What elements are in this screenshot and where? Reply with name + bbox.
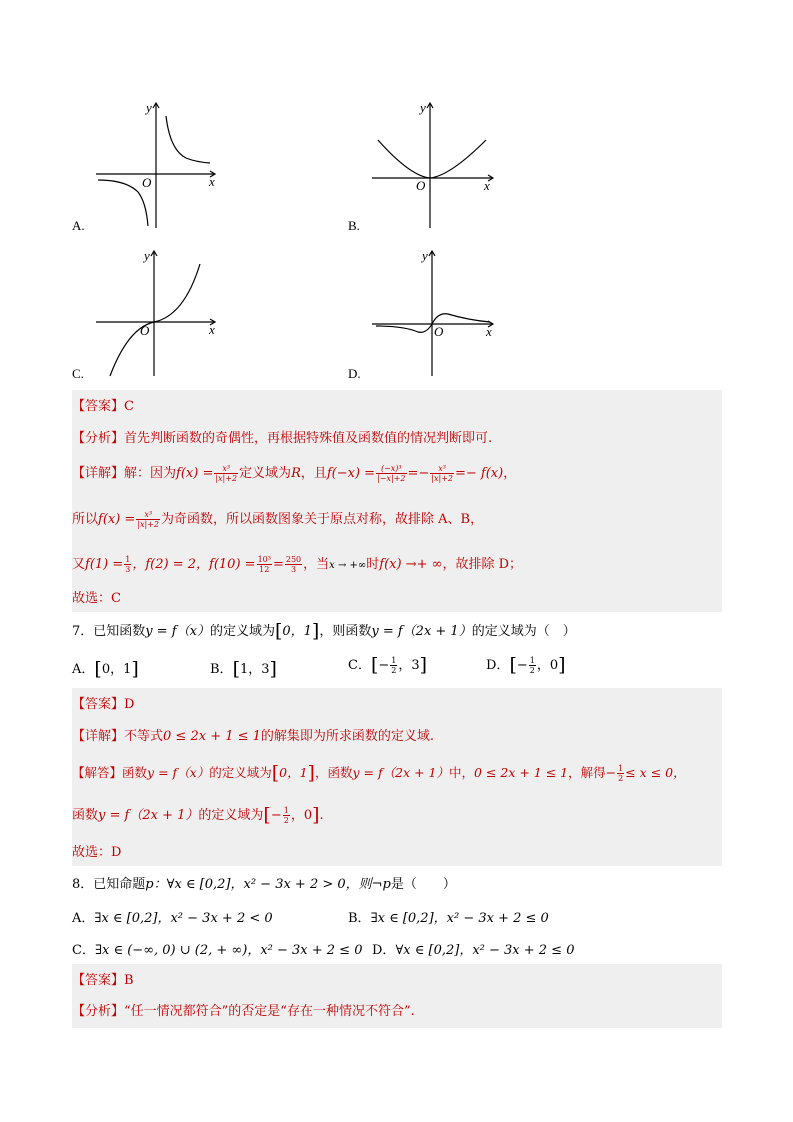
formula: y = f（x） (145, 624, 210, 639)
punct: . (319, 808, 324, 823)
x-axis-label: x (484, 178, 490, 193)
option-label: A． (72, 911, 95, 926)
option-label: A． (72, 662, 95, 677)
interval: 0，1 (282, 624, 312, 639)
minus: − (516, 658, 528, 673)
stem-text: ，则函数 (319, 624, 372, 639)
fraction (617, 764, 624, 783)
stem-text: 8．已知命题 (72, 877, 146, 892)
q6-choose (72, 590, 121, 608)
answer-tag: 【答案】 (72, 399, 125, 414)
formula: = (272, 557, 284, 572)
detail-text: 又 (72, 557, 86, 572)
punct: ， (503, 466, 517, 481)
limit: x → +∞ (329, 560, 367, 571)
minus: − (605, 765, 617, 780)
origin-label: O (416, 178, 426, 193)
q6-detail-line-1 (72, 464, 516, 483)
q7-solution-line-1: 【解答】函数y = f（x）的定义域为[0，1]，函数y = f（2x + 1）中，0 ≤ 2x + 1 ≤ 1，解得− $\frac{1}{2}$ ≤ x ≤ 0， (72, 762, 686, 784)
option-label: B． (348, 911, 371, 926)
fraction (124, 555, 131, 574)
formula: f(x) →+ ∞ (379, 557, 443, 572)
detail-text: 解：因为 (124, 466, 177, 481)
graph-option-a (92, 100, 222, 230)
denominator: 3 (290, 565, 297, 574)
solution-text: 的定义域为 (209, 765, 272, 780)
formula: y = f（2x + 1） (98, 808, 199, 823)
denominator: |x|+2 (431, 474, 453, 483)
option-text: 0，1 (101, 662, 132, 677)
formula: ≤ x ≤ 0， (625, 765, 686, 780)
option-text: ∃x ∈ [0,2]，x² − 3x + 2 ≤ 0 (370, 911, 549, 926)
y-axis-label: y (422, 248, 428, 263)
formula: f(x) = (98, 512, 136, 527)
graph-option-d (370, 248, 500, 378)
fraction (214, 464, 238, 483)
answer-value: C (124, 399, 134, 414)
numerator: 1 (283, 806, 289, 815)
numerator: x³ (430, 464, 454, 474)
numerator: (−x)³ (376, 464, 406, 474)
detail-text: ，故排除 D； (442, 557, 522, 572)
stem-text: 是（ ） (390, 877, 456, 892)
q7-stem: 7．已知函数y = f（x）的定义域为[0，1]，则函数y = f（2x + 1）的定义域为（ ） (72, 620, 576, 642)
formula: ：∀x ∈ [0,2]，x² − 3x + 2 > 0，则 (153, 877, 372, 892)
q6-answer (72, 398, 134, 416)
detail-text: 定义域为 (239, 466, 292, 481)
numerator: 1 (391, 656, 397, 665)
q8-option-c[interactable] (72, 939, 362, 958)
solution-text: 函数 (122, 765, 148, 780)
formula: ，f(2) = 2， (132, 557, 210, 572)
analysis-text: “任一情况都符合”的否定是“存在一种情况不符合”. (124, 1004, 415, 1019)
y-axis-label: y (420, 100, 426, 115)
option-text: ，0 (536, 658, 559, 673)
fraction (257, 555, 272, 574)
denominator: 2 (391, 666, 397, 675)
answer-value: B (124, 973, 134, 988)
fraction (136, 510, 160, 529)
fraction (390, 656, 397, 675)
q6-detail-line-3 (72, 555, 522, 575)
denominator: 12 (259, 565, 270, 574)
stem-text: 的定义域为 (209, 624, 275, 639)
detail-text: ，且 (300, 466, 327, 481)
q7-detail (72, 728, 434, 746)
y-axis-label: y (144, 248, 150, 263)
q8-option-a[interactable] (72, 907, 273, 926)
formula: f(x) = (176, 466, 214, 481)
formula: y = f（2x + 1） (371, 624, 472, 639)
denominator: 2 (529, 666, 535, 675)
q7-option-b[interactable]: B．[1，3] (210, 658, 277, 680)
formula: 0 ≤ 2x + 1 ≤ 1 (163, 729, 261, 744)
stem-text: 的定义域为（ ） (471, 624, 576, 639)
solution-text: 的定义域为 (198, 808, 264, 823)
solution-text: ，解得 (568, 765, 606, 780)
choose-text: 故选：C (72, 591, 121, 606)
solution-text: 中， (448, 765, 474, 780)
option-label: D． (372, 943, 396, 958)
q6-solution-panel (72, 390, 722, 612)
fraction (285, 555, 302, 574)
option-text: ∃x ∈ (−∞, 0) ∪ (2, + ∞)，x² − 3x + 2 ≤ 0 (94, 943, 363, 958)
q7-answer (72, 696, 134, 714)
analysis-tag: 【分析】 (72, 431, 125, 446)
fraction (430, 464, 454, 483)
numerator: 1 (125, 555, 131, 564)
choose-text: 故选：D (72, 845, 122, 860)
q7-choose (72, 844, 121, 862)
origin-label: O (140, 323, 150, 338)
graph-label-d[interactable]: D. (348, 366, 361, 381)
x-axis-label: x (209, 174, 215, 189)
formula: =− f(x) (455, 466, 504, 481)
analysis-text: 首先判断函数的奇偶性，再根据特殊值及函数值的情况判断即可. (124, 431, 493, 446)
answer-tag: 【答案】 (72, 697, 125, 712)
detail-text: 时 (366, 557, 380, 572)
option-label: B． (210, 662, 233, 677)
answer-tag: 【答案】 (72, 973, 125, 988)
graph-label-a[interactable]: A. (72, 218, 85, 233)
option-text: 1，3 (239, 662, 270, 677)
numerator: x³ (214, 464, 238, 474)
numerator: 1 (529, 656, 535, 665)
graph-option-c (92, 248, 222, 378)
fraction (283, 806, 290, 825)
option-label: C． (348, 658, 371, 673)
q7-option-d[interactable]: D．[− $\frac{1}{2}$ ，0] (486, 654, 566, 676)
formula: f(10) = (209, 557, 256, 572)
denominator: 2 (283, 816, 289, 825)
detail-text: ，当 (303, 557, 330, 572)
detail-tag: 【详解】 (72, 466, 125, 481)
numerator: x³ (136, 510, 160, 520)
formula: y = f（2x + 1） (352, 765, 449, 780)
stem-text: 7．已知函数 (72, 624, 146, 639)
y-axis-label: y (146, 100, 152, 115)
option-label: D． (486, 658, 510, 673)
numerator: 10³ (257, 555, 271, 564)
minus: − (270, 808, 282, 823)
solution-text: 函数 (72, 808, 99, 823)
option-label: C． (72, 943, 95, 958)
detail-text: 的解集即为所求函数的定义域. (260, 729, 435, 744)
origin-label: O (142, 175, 152, 190)
analysis-tag: 【分析】 (72, 1004, 125, 1019)
denominator: |x|+2 (137, 520, 160, 529)
solution-text: ，0 (290, 808, 313, 823)
option-text: ∀x ∈ [0,2]，x² − 3x + 2 ≤ 0 (395, 943, 575, 958)
set-r: R (291, 466, 301, 481)
q8-analysis (72, 1003, 415, 1021)
interval: 0，1 (279, 765, 308, 780)
q8-option-b[interactable] (348, 907, 549, 926)
x-axis-label: x (209, 322, 215, 337)
answer-value: D (124, 697, 135, 712)
denominator: 3 (125, 565, 131, 574)
q8-stem (72, 876, 456, 894)
q8-answer (72, 972, 134, 990)
q7-option-c[interactable]: C．[− $\frac{1}{2}$ ，3] (348, 654, 428, 676)
formula: y = f（x） (147, 765, 210, 780)
formula: 0 ≤ 2x + 1 ≤ 1 (474, 765, 569, 780)
q6-detail-line-2 (72, 510, 483, 529)
formula: =− (407, 466, 430, 481)
formula: f(1) = (85, 557, 124, 572)
negation: ¬p (371, 877, 391, 892)
graph-label-b[interactable]: B. (348, 218, 360, 233)
graph-option-b (370, 100, 500, 230)
x-axis-label: x (486, 324, 492, 339)
q7-option-a[interactable]: A．[0，1] (72, 658, 139, 680)
solution-text: ，函数 (314, 765, 353, 780)
numerator: 250 (285, 555, 302, 564)
fraction (376, 464, 406, 483)
denominator: 2 (618, 774, 624, 783)
detail-text: 不等式 (124, 729, 164, 744)
q7-solution-line-2: 函数y = f（2x + 1）的定义域为[− $\frac{1}{2}$ ，0]. (72, 804, 324, 826)
denominator: |x|+2 (215, 474, 238, 483)
denominator: |−x|+2 (377, 474, 406, 483)
detail-text: 所以 (72, 512, 99, 527)
detail-text: 为奇函数，所以函数图象关于原点对称，故排除 A、B， (161, 512, 484, 527)
q6-analysis (72, 430, 492, 448)
solution-tag: 【解答】 (72, 765, 123, 780)
graph-label-c[interactable]: C. (72, 366, 84, 381)
formula: f(−x) = (326, 466, 376, 481)
detail-tag: 【详解】 (72, 729, 125, 744)
proposition: p (145, 877, 154, 892)
minus: − (378, 658, 390, 673)
option-text: ，3 (398, 658, 420, 673)
fraction (529, 656, 536, 675)
q8-option-d[interactable] (372, 939, 574, 958)
option-text: ∃x ∈ [0,2]，x² − 3x + 2 < 0 (94, 911, 273, 926)
numerator: 1 (618, 764, 624, 773)
origin-label: O (434, 324, 444, 339)
